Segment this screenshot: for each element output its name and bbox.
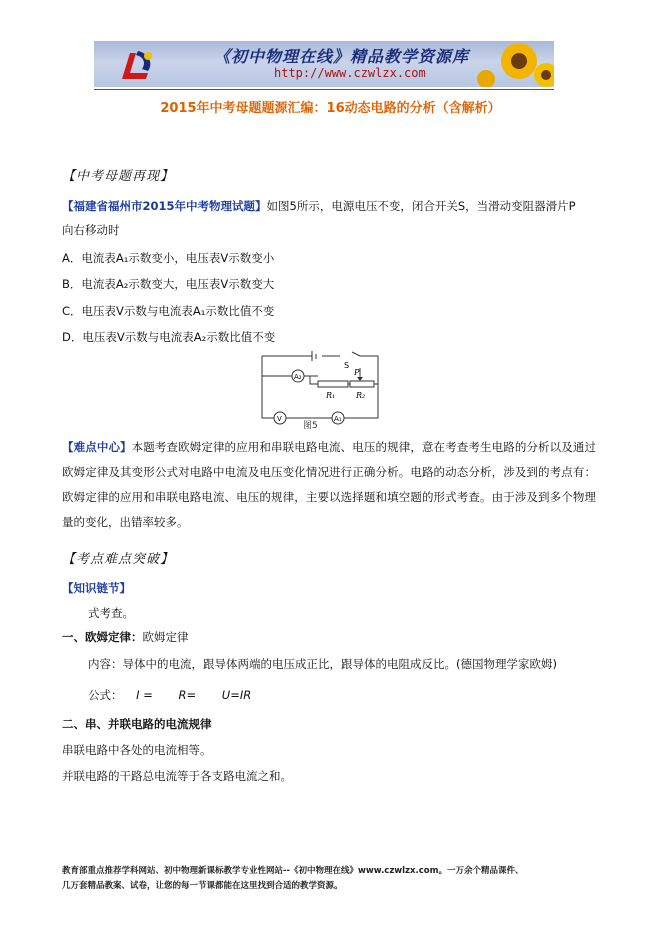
banner-url[interactable]: http://www.czwlzx.com <box>274 66 426 80</box>
ohm-content: 内容：导体中的电流，跟导体两端的电压成正比，跟导体的电阻成反比。(德国物理学家欧姆) <box>88 657 557 671</box>
question-text-2: 向右移动时 <box>62 223 120 237</box>
analysis-label: 【难点中心】 <box>62 440 132 454</box>
question-text-1: 如图5所示，电源电压不变，闭合开关S，当滑动变阻器滑片P <box>266 199 576 213</box>
figure-caption: 图5 <box>303 421 318 431</box>
ohm-heading: 一、欧姆定律： <box>62 630 143 644</box>
series-heading: 二、串、并联电路的电流规律 <box>62 717 212 731</box>
option-d: D．电压表V示数与电流表A₂示数比值不变 <box>62 330 276 344</box>
question-first-line <box>62 198 576 214</box>
footer-line-1: 教育部重点推荐学科网站、初中物理新课标教学专业性网站--《初中物理在线》www.czwlzx.com。一万余个精品课件、 <box>62 866 524 876</box>
page-title: 2015年中考母题题源汇编：16动态电路的分析（含解析） <box>160 101 501 116</box>
ohm-heading-rest: 欧姆定律 <box>142 630 189 644</box>
intro-line: 式考查。 <box>88 606 134 620</box>
footer-line-2: 几万套精品教案、试卷，让您的每一节课都能在这里找到合适的教学资源。 <box>62 881 343 891</box>
label-a1: A₁ <box>334 415 342 423</box>
knowledge-label: 【知识链节】 <box>62 581 131 595</box>
formula-r: R= <box>178 688 197 702</box>
question-source: 【福建省福州市2015年中考物理试题】 <box>62 199 267 213</box>
label-slider: P <box>354 368 360 377</box>
label-r2: R₂ <box>356 391 366 400</box>
label-switch: S <box>344 361 350 370</box>
series-rule: 串联电路中各处的电流相等。 <box>62 743 212 757</box>
analysis-text: 本题考查欧姆定律的应用和串联电路电流、电压的规律，意在考查考生电路的分析以及通过欧姆定律及其变形公式对电路中电流及电压变化情况进行正确分析。电路的动态分析，涉及到的考点有：欧姆定律的应用和串联电路电流、电压的规律，主要以选择题和填空题的形式考查。由于涉及到多个物理量的变化，出错率较多。 <box>62 440 597 529</box>
section-heading-breakthrough: 【考点难点突破】 <box>62 552 175 567</box>
site-logo-icon <box>118 47 158 83</box>
formula-label: 公式： <box>88 688 123 702</box>
option-b: B．电流表A₂示数变大，电压表V示数变大 <box>62 277 275 291</box>
sunflower-icon <box>464 41 554 87</box>
section-heading-exam: 【中考母题再现】 <box>62 169 175 184</box>
footer <box>62 864 622 894</box>
label-v: V <box>277 415 282 423</box>
header-banner <box>94 41 554 87</box>
circuit-diagram <box>256 348 384 430</box>
label-r1: R₁ <box>326 391 336 400</box>
ohm-heading-line <box>62 629 189 645</box>
analysis-paragraph <box>62 435 596 535</box>
label-a2: A₂ <box>294 373 302 381</box>
option-a: A．电流表A₁示数变小，电压表V示数变小 <box>62 251 275 265</box>
banner-title: 《初中物理在线》精品教学资源库 <box>214 47 470 66</box>
formula-u: U=IR <box>221 688 252 702</box>
formula-i: I = <box>136 688 153 702</box>
option-c: C．电压表V示数与电流表A₁示数比值不变 <box>62 304 275 318</box>
parallel-rule: 并联电路的干路总电流等于各支路电流之和。 <box>62 769 292 783</box>
header-divider <box>94 89 554 90</box>
formula-line <box>88 687 251 703</box>
